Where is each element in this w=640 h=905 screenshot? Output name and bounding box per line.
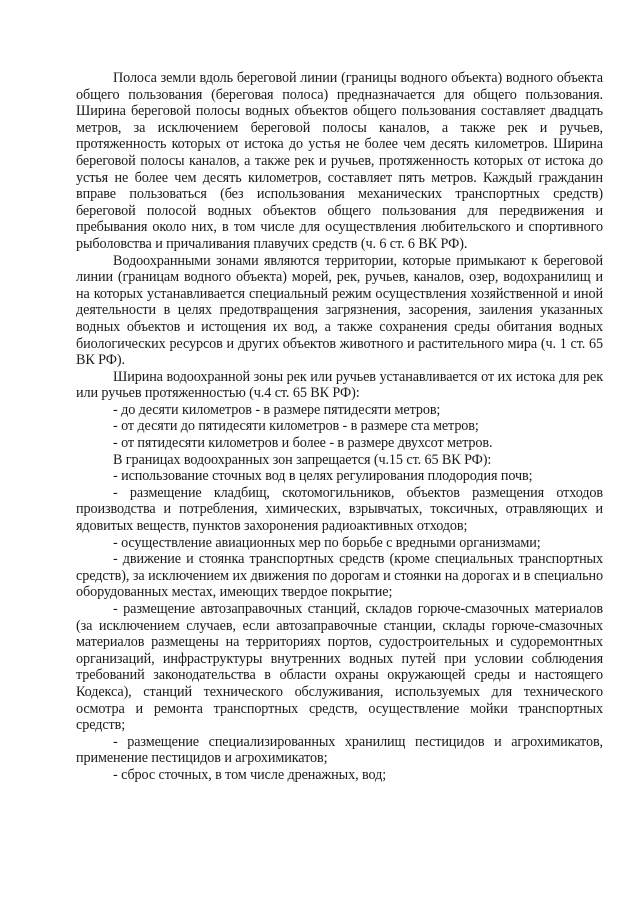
list-item-width-over-50km: - от пятидесяти километров и более - в размере двухсот метров. (113, 435, 493, 452)
list-item-cemeteries-waste: - размещение кладбищ, скотомогильников, объектов размещения отходов производства и потребления, химических, взрывчатых, токсичных, отравляющих и ядовитых веществ, пунктов захоронения радиоактивных отходов; (76, 484, 603, 535)
list-item-fuel-stations: - размещение автозаправочных станций, складов горюче-смазочных материалов (за исключением случаев, если автозаправочные станции, склады горюче-смазочных материалов размещены на территориях портов, судостроительных и судоремонтных организаций, инфраструктуры внутренних водных путей при условии соблюдения требований законодательства в области охраны окружающей среды и настоящего Кодекса), станций технического обслуживания, используемых для технического осмотра и ремонта транспортных средств, осуществление мойки транспортных средств; (76, 601, 603, 734)
paragraph-zone-width-intro: Ширина водоохранной зоны рек или ручьев устанавливается от их истока для рек или ручьев протяженностью (ч.4 ст. 65 ВК РФ): (76, 368, 603, 402)
list-item-aviation-measures: - осуществление авиационных мер по борьбе с вредными организмами; (113, 534, 541, 551)
paragraph-coastal-strip: Полоса земли вдоль береговой линии (границы водного объекта) водного объекта общего пользования (береговая полоса) предназначается для общего пользования. Ширина береговой полосы водных объектов общего пользования составляет двадцать метров, за исключением береговой полосы каналов, а также рек и ручьев, протяженность которых от истока до устья не более чем десять километров. Ширина береговой полосы каналов, а также рек и ручьев, протяженность которых от истока до устья не более чем десять километров, составляет пять метров. Каждый гражданин вправе пользоваться (без использования механических транспортных средств) береговой полосой водных объектов общего пользования для передвижения и пребывания около них, в том числе для осуществления любительского и спортивного рыболовства и причаливания плавучих средств (ч. 6 ст. 6 ВК РФ). (76, 70, 603, 252)
list-item-pesticides: - размещение специализированных хранилищ пестицидов и агрохимикатов, применение пестицидов и агрохимикатов; (76, 733, 603, 767)
document-body (76, 70, 603, 784)
paragraph-water-protection-zones: Водоохранными зонами являются территории, которые примыкают к береговой линии (границам водного объекта) морей, рек, ручьев, каналов, озер, водохранилищ и на которых устанавливается специальный режим осуществления хозяйственной и иной деятельности в целях предотвращения загрязнения, засорения, заиления указанных водных объектов и истощения их вод, а также сохранения среды обитания водных биологических ресурсов и других объектов животного и растительного мира (ч. 1 ст. 65 ВК РФ). (76, 252, 603, 369)
list-item-vehicle-movement: - движение и стоянка транспортных средств (кроме специальных транспортных средств), за исключением их движения по дорогам и стоянки на дорогах и в специально оборудованных местах, имеющих твердое покрытие; (76, 551, 603, 601)
list-item-width-10-to-50km: - от десяти до пятидесяти километров - в размере ста метров; (113, 418, 479, 435)
paragraph-prohibitions-intro: В границах водоохранных зон запрещается (ч.15 ст. 65 ВК РФ): (113, 451, 492, 468)
list-item-drainage-discharge: - сброс сточных, в том числе дренажных, вод; (113, 766, 387, 783)
list-item-wastewater-use: - использование сточных вод в целях регулирования плодородия почв; (113, 468, 533, 485)
list-item-width-up-to-10km: - до десяти километров - в размере пятидесяти метров; (113, 401, 441, 418)
